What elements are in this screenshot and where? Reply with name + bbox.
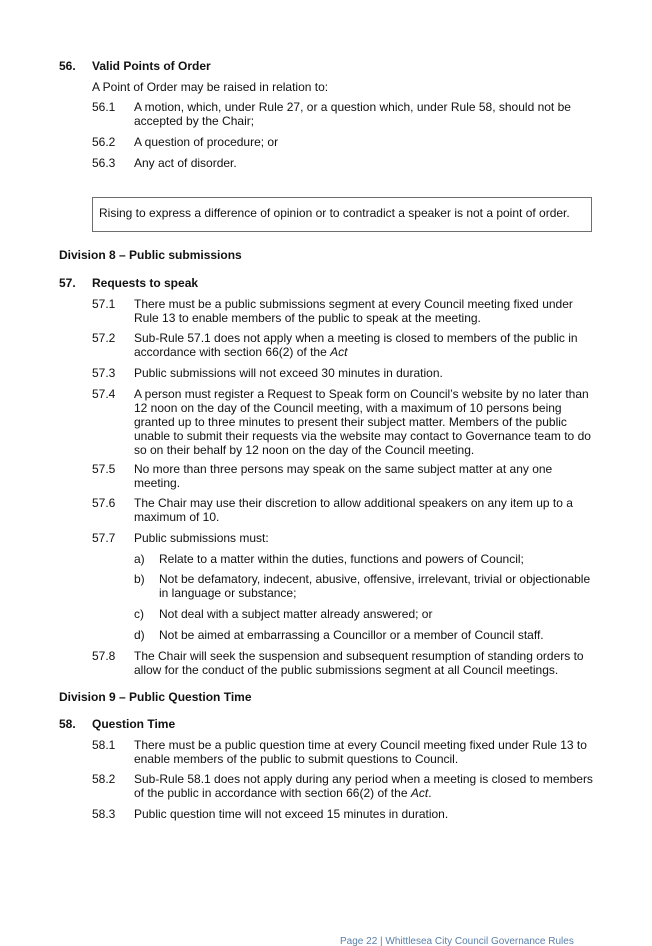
section-57-number: 57. (59, 276, 76, 290)
text-segment: accordance with section 66(2) of the (134, 345, 327, 359)
clause-57-1-number: 57.1 (92, 297, 116, 311)
act-reference: Act (330, 345, 348, 359)
act-reference: Act (410, 786, 429, 800)
clause-57-1-text (134, 297, 573, 325)
clause-58-3-text (134, 807, 448, 821)
clause-57-5-number: 57.5 (92, 462, 116, 476)
sub-item-c-letter: c) (134, 607, 144, 621)
text-line: Not be aimed at embarrassing a Councillor or a member of Council staff. (159, 628, 544, 642)
text-line: unable to submit their requests via the website may contact to Governance team to do (134, 429, 591, 443)
clause-56-2-text (134, 135, 278, 149)
clause-57-5-text (134, 462, 552, 490)
text-line: There must be a public question time at every Council meeting fixed under Rule 13 to (134, 738, 587, 752)
text-line: Public submissions will not exceed 30 minutes in duration. (134, 366, 443, 380)
section-58-number: 58. (59, 717, 76, 731)
clause-56-3-text (134, 156, 237, 170)
text-line: so on their behalf by 12 noon on the day of the Council meeting. (134, 443, 475, 457)
text-line: A question of procedure; or (134, 135, 279, 149)
clause-57-2-number: 57.2 (92, 331, 116, 345)
text-line: Not deal with a subject matter already answered; or (159, 607, 433, 621)
clause-57-8-number: 57.8 (92, 649, 116, 663)
clause-58-2-number: 58.2 (92, 772, 116, 786)
section-56-number: 56. (59, 59, 76, 73)
page-footer: Page 22 | Whittlesea City Council Governance Rules (340, 936, 574, 946)
clause-57-8-text (134, 649, 584, 677)
clause-58-2-text (134, 772, 593, 800)
clause-58-1-number: 58.1 (92, 738, 116, 752)
division-9-heading: Division 9 – Public Question Time (59, 690, 252, 704)
text-line: No more than three persons may speak on the same subject matter at any one (134, 462, 553, 476)
text-line: Sub-Rule 58.1 does not apply during any period when a meeting is closed to members (134, 772, 593, 786)
section-57-title: Requests to speak (92, 276, 199, 290)
clause-57-3-number: 57.3 (92, 366, 116, 380)
clause-57-3-text (134, 366, 443, 380)
section-56-title: Valid Points of Order (92, 59, 211, 73)
text-line: Sub-Rule 57.1 does not apply when a meeting is closed to members of the public in (134, 331, 578, 345)
text-line: granted up to three minutes to present their subject matter. Members of the public (134, 415, 567, 429)
point-of-order-note: Rising to express a difference of opinion or to contradict a speaker is not a point of order. (99, 206, 570, 220)
text-segment: of the public in accordance with section 66(2) of the (134, 786, 408, 800)
text-line: in language or substance; (159, 586, 297, 600)
sub-item-d-text (159, 628, 544, 642)
clause-56-1-number: 56.1 (92, 100, 116, 114)
text-line: accepted by the Chair; (134, 114, 255, 128)
text-line: meeting. (134, 476, 181, 490)
text-line: enable members of the public to submit questions to Council. (134, 752, 459, 766)
clause-56-3-number: 56.3 (92, 156, 116, 170)
division-8-heading: Division 8 – Public submissions (59, 248, 242, 262)
text-line: Rule 13 to enable members of the public to speak at the meeting. (134, 311, 481, 325)
sub-item-a-text (159, 552, 524, 566)
text-line: Public question time will not exceed 15 minutes in duration. (134, 807, 449, 821)
text-line: Any act of disorder. (134, 156, 237, 170)
section-58-title: Question Time (92, 717, 176, 731)
text-line: A person must register a Request to Speak form on Council’s website by no later than (134, 387, 589, 401)
sub-item-b-text (159, 572, 590, 600)
text-line: maximum of 10. (134, 510, 220, 524)
text-line: A motion, which, under Rule 27, or a question which, under Rule 58, should not be (134, 100, 571, 114)
clause-56-2-number: 56.2 (92, 135, 116, 149)
sub-item-c-text (159, 607, 432, 621)
text-line: The Chair may use their discretion to allow additional speakers on any item up to a (134, 496, 573, 510)
text-line: allow for the conduct of the public submissions segment at all Council meetings. (134, 663, 559, 677)
sub-item-b-letter: b) (134, 572, 145, 586)
text-line: Public submissions must: (134, 531, 269, 545)
sub-item-d-letter: d) (134, 628, 145, 642)
clause-58-3-number: 58.3 (92, 807, 116, 821)
text-line: The Chair will seek the suspension and subsequent resumption of standing orders to (134, 649, 584, 663)
clause-57-4-number: 57.4 (92, 387, 116, 401)
text-line (134, 786, 593, 800)
text-line: There must be a public submissions segment at every Council meeting fixed under (134, 297, 573, 311)
clause-58-1-text (134, 738, 587, 766)
text-line: Not be defamatory, indecent, abusive, offensive, irrelevant, trivial or objectionable (159, 572, 591, 586)
text-line (134, 345, 578, 359)
text-segment: . (428, 786, 432, 800)
text-line: 12 noon on the day of the Council meeting, with a maximum of 10 persons being (134, 401, 562, 415)
clause-57-7-text (134, 531, 269, 545)
clause-57-2-text (134, 331, 578, 359)
text-line: Relate to a matter within the duties, functions and powers of Council; (159, 552, 524, 566)
section-56-intro: A Point of Order may be raised in relation to: (92, 80, 329, 94)
clause-57-7-number: 57.7 (92, 531, 116, 545)
clause-57-6-number: 57.6 (92, 496, 116, 510)
sub-item-a-letter: a) (134, 552, 145, 566)
clause-56-1-text (134, 100, 571, 128)
clause-57-4-text (134, 387, 591, 457)
clause-57-6-text (134, 496, 573, 524)
point-of-order-note-box (92, 197, 592, 232)
